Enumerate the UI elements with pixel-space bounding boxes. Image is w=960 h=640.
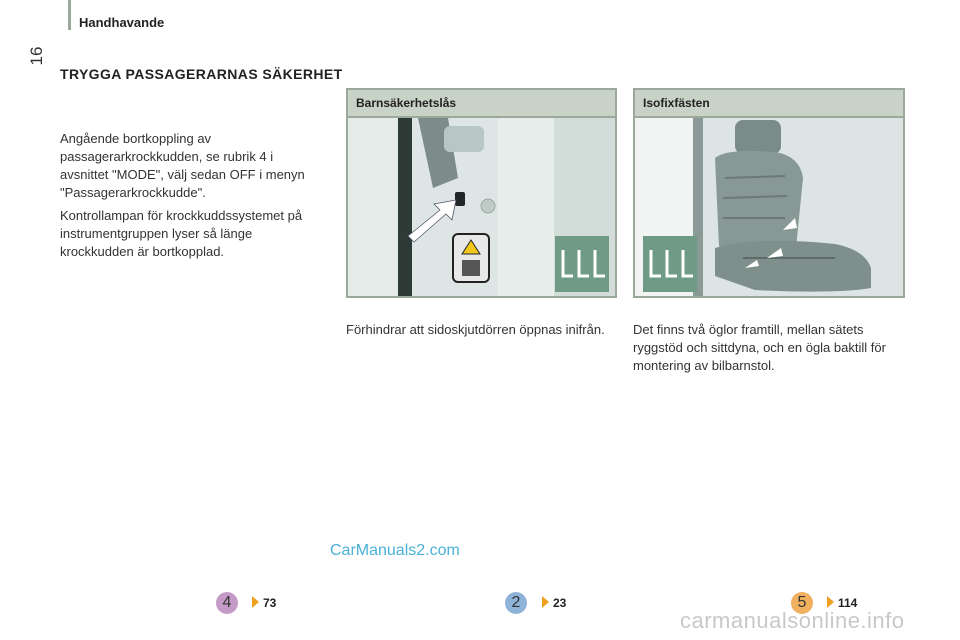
ref-arrow-icon bbox=[542, 596, 549, 608]
child-lock-panel-title: Barnsäkerhetslås bbox=[348, 90, 615, 118]
ref-arrow-icon bbox=[252, 596, 259, 608]
seat-image bbox=[635, 118, 903, 296]
chapter-badge-2: 2 bbox=[505, 592, 527, 614]
isofix-panel-title: Isofixfästen bbox=[635, 90, 903, 118]
intro-paragraph-1: Angående bortkoppling av passagerarkrockkudden, se rubrik 4 i avsnittet "MODE", välj sedan OFF i menyn "Passagerarkrockkudde". bbox=[60, 131, 305, 200]
ref-arrow-icon bbox=[827, 596, 834, 608]
isofix-illustration bbox=[635, 118, 903, 296]
ref-page-number: 73 bbox=[263, 596, 277, 610]
page-number: 16 bbox=[27, 46, 46, 66]
door-lock-image bbox=[348, 118, 615, 296]
ref-page-number: 23 bbox=[553, 596, 567, 610]
chapter-badge-5: 5 bbox=[791, 592, 813, 614]
chapter-badge-4: 4 bbox=[216, 592, 238, 614]
side-accent-bar bbox=[68, 0, 71, 30]
child-lock-illustration bbox=[348, 118, 615, 296]
page-ref-1[interactable] bbox=[216, 592, 286, 616]
intro-text bbox=[60, 130, 325, 266]
ref-page-number: 114 bbox=[838, 596, 858, 610]
page-ref-2[interactable] bbox=[505, 592, 575, 616]
page-title: TRYGGA PASSAGERARNAS SÄKERHET bbox=[60, 66, 343, 82]
child-lock-panel bbox=[346, 88, 617, 298]
section-label: Handhavande bbox=[79, 15, 165, 30]
watermark-carmanuals2: CarManuals2.com bbox=[330, 542, 460, 559]
intro-paragraph-2: Kontrollampan för krockkuddssystemet på instrumentgruppen lyser så länge krockkudden är bortkopplad. bbox=[60, 208, 303, 259]
isofix-caption: Det finns två öglor framtill, mellan sätets ryggstöd och sittdyna, och en ögla baktill för montering av bilbarnstol. bbox=[633, 322, 886, 373]
isofix-panel bbox=[633, 88, 905, 298]
child-lock-caption: Förhindrar att sidoskjutdörren öppnas inifrån. bbox=[346, 322, 605, 337]
watermark-carmanualsonline: carmanualsonline.info bbox=[680, 608, 905, 633]
